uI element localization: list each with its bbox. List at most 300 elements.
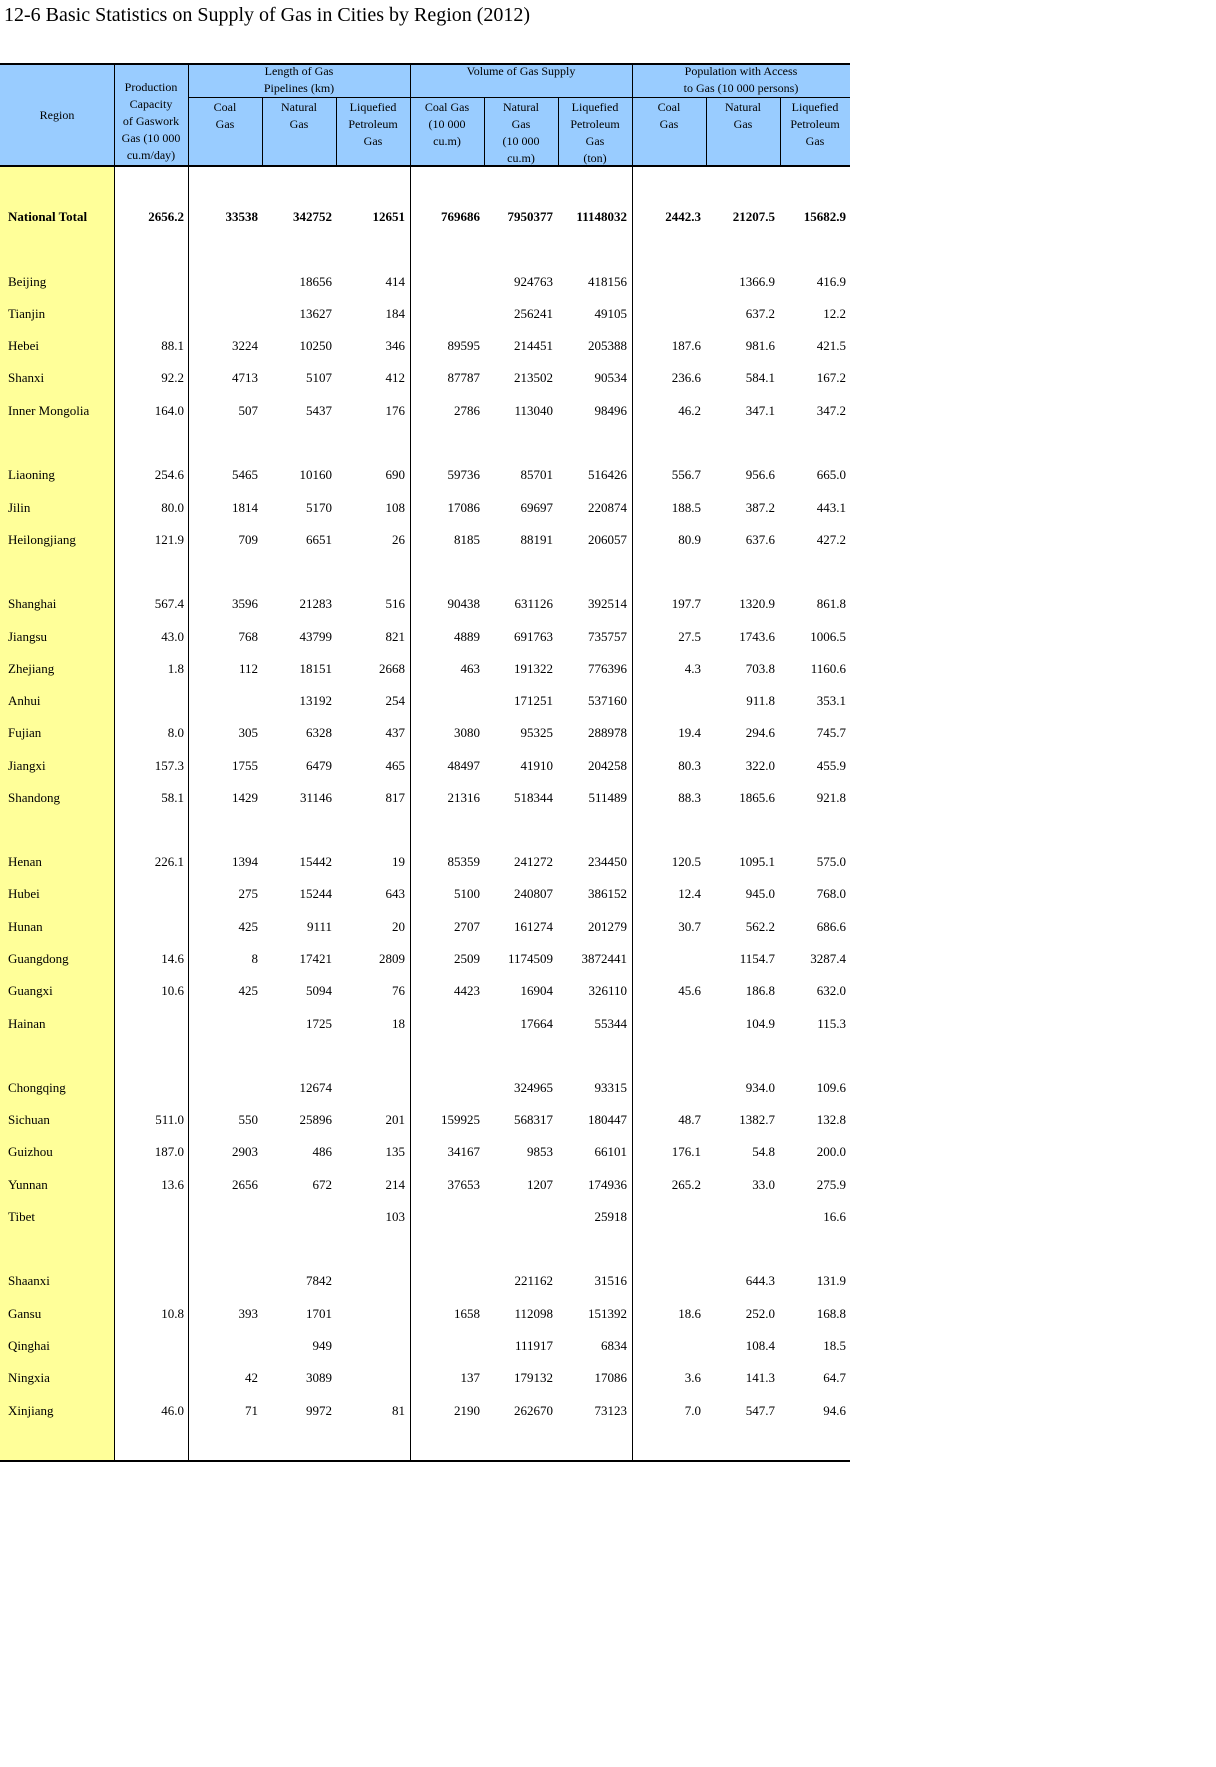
- header-subcolumn-divider: [780, 97, 781, 167]
- value-cell: 10160: [299, 467, 332, 482]
- value-cell: 1320.9: [739, 596, 775, 611]
- value-cell: 262670: [514, 1403, 553, 1418]
- region-name: Hubei: [8, 886, 40, 901]
- value-cell: 87787: [447, 370, 480, 385]
- header-line: Capacity: [129, 97, 173, 111]
- value-cell: 73123: [594, 1403, 627, 1418]
- value-cell: 90534: [594, 370, 627, 385]
- value-cell: 27.5: [678, 629, 701, 644]
- value-cell: 511489: [588, 790, 627, 805]
- pipeline-subheader: [188, 99, 262, 133]
- value-cell: 180447: [588, 1112, 627, 1127]
- value-cell: 347.2: [816, 403, 846, 418]
- value-cell: 637.6: [745, 532, 775, 547]
- value-cell: 392514: [588, 596, 627, 611]
- population-subheader: [706, 99, 780, 133]
- table-row: [0, 1402, 850, 1420]
- value-cell: 15442: [299, 854, 332, 869]
- table-row: [0, 660, 850, 678]
- value-cell: 3596: [232, 596, 258, 611]
- value-cell: 18: [392, 1016, 405, 1031]
- value-cell: 3224: [232, 338, 258, 353]
- value-cell: 346: [385, 338, 405, 353]
- value-cell: 21207.5: [732, 209, 775, 224]
- value-cell: 486: [312, 1144, 332, 1159]
- header-line: (ton): [583, 151, 607, 165]
- value-cell: 7.0: [684, 1403, 701, 1418]
- value-cell: 934.0: [745, 1080, 775, 1095]
- value-cell: 46.2: [678, 403, 701, 418]
- value-cell: 131.9: [816, 1273, 846, 1288]
- value-cell: 92.2: [161, 370, 184, 385]
- header-line: (10 000: [428, 117, 466, 131]
- value-cell: 1701: [306, 1306, 332, 1321]
- value-cell: 93315: [594, 1080, 627, 1095]
- value-cell: 66101: [594, 1144, 627, 1159]
- page-title: 12-6 Basic Statistics on Supply of Gas in Cities by Region (2012): [4, 4, 531, 26]
- value-cell: 7842: [306, 1273, 332, 1288]
- header-subcolumn-divider: [558, 97, 559, 167]
- table-row: [0, 369, 850, 387]
- value-cell: 347.1: [745, 403, 775, 418]
- value-cell: 15682.9: [803, 209, 846, 224]
- gas-supply-table: [0, 63, 850, 1462]
- value-cell: 197.7: [671, 596, 701, 611]
- value-cell: 17421: [299, 951, 332, 966]
- value-cell: 421.5: [816, 338, 846, 353]
- table-row: [0, 1176, 850, 1194]
- value-cell: 10.8: [161, 1306, 184, 1321]
- value-cell: 12651: [372, 209, 405, 224]
- region-name: Hunan: [8, 919, 43, 934]
- value-cell: 254: [385, 693, 405, 708]
- header-line: Gas: [585, 134, 605, 148]
- header-line: Petroleum: [570, 117, 620, 131]
- value-cell: 1006.5: [810, 629, 846, 644]
- value-cell: 214451: [514, 338, 553, 353]
- value-cell: 463: [460, 661, 480, 676]
- column-divider: [632, 63, 633, 1462]
- value-cell: 184: [385, 306, 405, 321]
- value-cell: 108: [385, 500, 405, 515]
- header-group-rule: [188, 97, 850, 98]
- header-line: Liquefied: [571, 100, 619, 114]
- value-cell: 115.3: [817, 1016, 846, 1031]
- value-cell: 3089: [306, 1370, 332, 1385]
- value-cell: 85359: [447, 854, 480, 869]
- value-cell: 1160.6: [810, 661, 846, 676]
- value-cell: 911.8: [746, 693, 775, 708]
- value-cell: 2442.3: [665, 209, 701, 224]
- value-cell: 137: [460, 1370, 480, 1385]
- value-cell: 256241: [514, 306, 553, 321]
- value-cell: 187.6: [671, 338, 701, 353]
- value-cell: 3872441: [581, 951, 627, 966]
- header-line: Gas (10 000: [121, 131, 181, 145]
- value-cell: 104.9: [745, 1016, 775, 1031]
- value-cell: 206057: [588, 532, 627, 547]
- value-cell: 1725: [306, 1016, 332, 1031]
- value-cell: 672: [312, 1177, 332, 1192]
- value-cell: 769686: [441, 209, 480, 224]
- value-cell: 11148032: [576, 209, 627, 224]
- value-cell: 10250: [299, 338, 332, 353]
- value-cell: 294.6: [745, 725, 775, 740]
- volume-subheader: [558, 99, 632, 167]
- value-cell: 861.8: [816, 596, 846, 611]
- value-cell: 632.0: [816, 983, 846, 998]
- value-cell: 643: [385, 886, 405, 901]
- value-cell: 90438: [447, 596, 480, 611]
- header-line: Liquefied: [791, 100, 839, 114]
- value-cell: 8.0: [167, 725, 184, 740]
- value-cell: 18656: [299, 274, 332, 289]
- value-cell: 43.0: [161, 629, 184, 644]
- value-cell: 205388: [588, 338, 627, 353]
- region-name: Yunnan: [8, 1177, 48, 1192]
- header-line: Gas: [733, 117, 753, 131]
- value-cell: 95325: [520, 725, 553, 740]
- value-cell: 157.3: [154, 758, 184, 773]
- value-cell: 2707: [454, 919, 480, 934]
- volume-subheader: [484, 99, 558, 167]
- header-line: Coal Gas: [424, 100, 470, 114]
- value-cell: 13192: [299, 693, 332, 708]
- value-cell: 171251: [514, 693, 553, 708]
- header-subcolumn-divider: [262, 97, 263, 167]
- value-cell: 690: [385, 467, 405, 482]
- value-cell: 567.4: [154, 596, 184, 611]
- region-column-background: [0, 167, 114, 1462]
- region-name: Guangxi: [8, 983, 53, 998]
- table-row: [0, 499, 850, 517]
- header-line: Gas: [215, 117, 235, 131]
- header-line: Petroleum: [348, 117, 398, 131]
- header-line: (10 000: [502, 134, 540, 148]
- value-cell: 516426: [588, 467, 627, 482]
- value-cell: 42: [245, 1370, 258, 1385]
- value-cell: 537160: [588, 693, 627, 708]
- value-cell: 6479: [306, 758, 332, 773]
- value-cell: 88.1: [161, 338, 184, 353]
- value-cell: 30.7: [678, 919, 701, 934]
- value-cell: 6328: [306, 725, 332, 740]
- value-cell: 443.1: [816, 500, 846, 515]
- column-divider: [188, 63, 189, 1462]
- value-cell: 1366.9: [739, 274, 775, 289]
- value-cell: 1382.7: [739, 1112, 775, 1127]
- value-cell: 31146: [299, 790, 332, 805]
- value-cell: 275: [238, 886, 258, 901]
- table-row: [0, 885, 850, 903]
- value-cell: 691763: [514, 629, 553, 644]
- value-cell: 204258: [588, 758, 627, 773]
- table-row: [0, 724, 850, 742]
- value-cell: 637.2: [745, 306, 775, 321]
- value-cell: 186.8: [745, 983, 775, 998]
- value-cell: 745.7: [816, 725, 846, 740]
- value-cell: 17086: [447, 500, 480, 515]
- value-cell: 4713: [232, 370, 258, 385]
- value-cell: 69697: [520, 500, 553, 515]
- header-line: to Gas (10 000 persons): [683, 81, 799, 95]
- value-cell: 120.5: [671, 854, 701, 869]
- value-cell: 49105: [594, 306, 627, 321]
- column-divider: [410, 63, 411, 1462]
- value-cell: 703.8: [745, 661, 775, 676]
- value-cell: 71: [245, 1403, 258, 1418]
- table-row: [0, 273, 850, 291]
- value-cell: 1.8: [167, 661, 184, 676]
- region-name: Chongqing: [8, 1080, 66, 1095]
- value-cell: 1814: [232, 500, 258, 515]
- table-row: [0, 337, 850, 355]
- value-cell: 164.0: [154, 403, 184, 418]
- header-line: Natural: [281, 100, 317, 114]
- value-cell: 94.6: [823, 1403, 846, 1418]
- value-cell: 631126: [514, 596, 553, 611]
- table-row: [0, 757, 850, 775]
- value-cell: 709: [238, 532, 258, 547]
- region-name: Shandong: [8, 790, 60, 805]
- region-name: Guizhou: [8, 1144, 53, 1159]
- value-cell: 37653: [447, 1177, 480, 1192]
- value-cell: 201: [385, 1112, 405, 1127]
- value-cell: 768: [238, 629, 258, 644]
- value-cell: 575.0: [816, 854, 846, 869]
- value-cell: 3080: [454, 725, 480, 740]
- value-cell: 98496: [594, 403, 627, 418]
- value-cell: 3287.4: [810, 951, 846, 966]
- region-name: Fujian: [8, 725, 42, 740]
- value-cell: 387.2: [745, 500, 775, 515]
- value-cell: 342752: [293, 209, 332, 224]
- value-cell: 213502: [514, 370, 553, 385]
- header-line: Natural: [503, 100, 539, 114]
- header-subcolumn-divider: [336, 97, 337, 167]
- value-cell: 2656: [232, 1177, 258, 1192]
- value-cell: 240807: [514, 886, 553, 901]
- column-divider: [114, 63, 115, 1462]
- region-header: Region: [39, 108, 75, 122]
- value-cell: 414: [385, 274, 405, 289]
- value-cell: 2903: [232, 1144, 258, 1159]
- value-cell: 187.0: [154, 1144, 184, 1159]
- value-cell: 88191: [520, 532, 553, 547]
- value-cell: 16.6: [823, 1209, 846, 1224]
- value-cell: 776396: [588, 661, 627, 676]
- value-cell: 5107: [306, 370, 332, 385]
- value-cell: 455.9: [816, 758, 846, 773]
- value-cell: 275.9: [816, 1177, 846, 1192]
- value-cell: 34167: [447, 1144, 480, 1159]
- value-cell: 151392: [588, 1306, 627, 1321]
- value-cell: 18151: [299, 661, 332, 676]
- value-cell: 2509: [454, 951, 480, 966]
- value-cell: 191322: [514, 661, 553, 676]
- value-cell: 132.8: [816, 1112, 846, 1127]
- population-subheader: [632, 99, 706, 133]
- value-cell: 949: [312, 1338, 332, 1353]
- value-cell: 326110: [588, 983, 627, 998]
- region-name: Guangdong: [8, 951, 69, 966]
- value-cell: 159925: [441, 1112, 480, 1127]
- value-cell: 2190: [454, 1403, 480, 1418]
- value-cell: 817: [385, 790, 405, 805]
- value-cell: 305: [238, 725, 258, 740]
- value-cell: 324965: [514, 1080, 553, 1095]
- header-line: cu.m): [433, 134, 461, 148]
- value-cell: 81: [392, 1403, 405, 1418]
- value-cell: 17664: [520, 1016, 553, 1031]
- region-name: Zhejiang: [8, 661, 55, 676]
- value-cell: 64.7: [823, 1370, 846, 1385]
- region-name: Tibet: [8, 1209, 35, 1224]
- value-cell: 386152: [588, 886, 627, 901]
- value-cell: 18.6: [678, 1306, 701, 1321]
- value-cell: 5170: [306, 500, 332, 515]
- value-cell: 108.4: [745, 1338, 775, 1353]
- value-cell: 437: [385, 725, 405, 740]
- value-cell: 427.2: [816, 532, 846, 547]
- production-capacity-header: [114, 79, 188, 164]
- value-cell: 112098: [514, 1306, 553, 1321]
- value-cell: 2656.2: [148, 209, 184, 224]
- value-cell: 19: [392, 854, 405, 869]
- value-cell: 10.6: [161, 983, 184, 998]
- value-cell: 1174509: [507, 951, 553, 966]
- region-name: Shaanxi: [8, 1273, 50, 1288]
- value-cell: 956.6: [745, 467, 775, 482]
- header-line: Length of Gas: [264, 64, 334, 78]
- region-name: Jilin: [8, 500, 31, 515]
- value-cell: 425: [238, 983, 258, 998]
- value-cell: 511.0: [155, 1112, 184, 1127]
- value-cell: 5465: [232, 467, 258, 482]
- value-cell: 15244: [299, 886, 332, 901]
- region-name: Gansu: [8, 1306, 42, 1321]
- value-cell: 80.9: [678, 532, 701, 547]
- value-cell: 516: [385, 596, 405, 611]
- header-line: Coal: [213, 100, 237, 114]
- value-cell: 1429: [232, 790, 258, 805]
- value-cell: 465: [385, 758, 405, 773]
- value-cell: 924763: [514, 274, 553, 289]
- value-cell: 518344: [514, 790, 553, 805]
- value-cell: 121.9: [154, 532, 184, 547]
- header-line: cu.m): [507, 151, 535, 165]
- table-row: [0, 595, 850, 613]
- value-cell: 6834: [601, 1338, 627, 1353]
- table-row: [0, 950, 850, 968]
- value-cell: 201279: [588, 919, 627, 934]
- header-line: Petroleum: [790, 117, 840, 131]
- table-row: [0, 1079, 850, 1097]
- header-line: Gas: [805, 134, 825, 148]
- value-cell: 6651: [306, 532, 332, 547]
- value-cell: 9111: [306, 919, 332, 934]
- value-cell: 174936: [588, 1177, 627, 1192]
- region-name: National Total: [8, 209, 88, 224]
- value-cell: 80.0: [161, 500, 184, 515]
- value-cell: 1095.1: [739, 854, 775, 869]
- header-line: Gas: [289, 117, 309, 131]
- region-name: Liaoning: [8, 467, 55, 482]
- value-cell: 584.1: [745, 370, 775, 385]
- region-name: Hebei: [8, 338, 40, 353]
- table-row: [0, 305, 850, 323]
- value-cell: 981.6: [745, 338, 775, 353]
- value-cell: 16904: [520, 983, 553, 998]
- value-cell: 1743.6: [739, 629, 775, 644]
- table-row: [0, 1015, 850, 1033]
- value-cell: 17086: [594, 1370, 627, 1385]
- value-cell: 2668: [379, 661, 405, 676]
- value-cell: 20: [392, 919, 405, 934]
- table-row: [0, 789, 850, 807]
- value-cell: 48497: [447, 758, 480, 773]
- value-cell: 288978: [588, 725, 627, 740]
- region-name: Shanxi: [8, 370, 45, 385]
- value-cell: 425: [238, 919, 258, 934]
- value-cell: 1865.6: [739, 790, 775, 805]
- value-cell: 111917: [514, 1338, 553, 1353]
- value-cell: 18.5: [823, 1338, 846, 1353]
- value-cell: 13627: [299, 306, 332, 321]
- value-cell: 214: [385, 1177, 405, 1192]
- value-cell: 14.6: [161, 951, 184, 966]
- value-cell: 12.4: [678, 886, 701, 901]
- value-cell: 168.8: [816, 1306, 846, 1321]
- value-cell: 416.9: [816, 274, 846, 289]
- value-cell: 556.7: [671, 467, 701, 482]
- value-cell: 4.3: [684, 661, 701, 676]
- value-cell: 236.6: [671, 370, 701, 385]
- value-cell: 188.5: [671, 500, 701, 515]
- region-name: Beijing: [8, 274, 47, 289]
- value-cell: 322.0: [745, 758, 775, 773]
- value-cell: 135: [385, 1144, 405, 1159]
- header-line: Population with Access: [684, 64, 798, 78]
- value-cell: 4423: [454, 983, 480, 998]
- region-name: Henan: [8, 854, 42, 869]
- value-cell: 2809: [379, 951, 405, 966]
- region-name: Tianjin: [8, 306, 46, 321]
- value-cell: 46.0: [161, 1403, 184, 1418]
- region-name: Heilongjiang: [8, 532, 76, 547]
- value-cell: 252.0: [745, 1306, 775, 1321]
- value-cell: 1154.7: [739, 951, 775, 966]
- value-cell: 1394: [232, 854, 258, 869]
- value-cell: 2786: [454, 403, 480, 418]
- table-row: [0, 208, 850, 226]
- pipeline-subheader: [336, 99, 410, 150]
- table-bottom-rule: [0, 1460, 850, 1462]
- value-cell: 254.6: [154, 467, 184, 482]
- header-line: Production: [124, 80, 178, 94]
- header-line: Natural: [725, 100, 761, 114]
- value-cell: 221162: [514, 1273, 553, 1288]
- region-name: Inner Mongolia: [8, 403, 90, 418]
- header-line: cu.m/day): [126, 148, 176, 162]
- value-cell: 412: [385, 370, 405, 385]
- pipelines-group-header: [188, 63, 410, 97]
- value-cell: 644.3: [745, 1273, 775, 1288]
- region-name: Shanghai: [8, 596, 57, 611]
- table-row: [0, 853, 850, 871]
- header-line: Gas: [659, 117, 679, 131]
- value-cell: 5094: [306, 983, 332, 998]
